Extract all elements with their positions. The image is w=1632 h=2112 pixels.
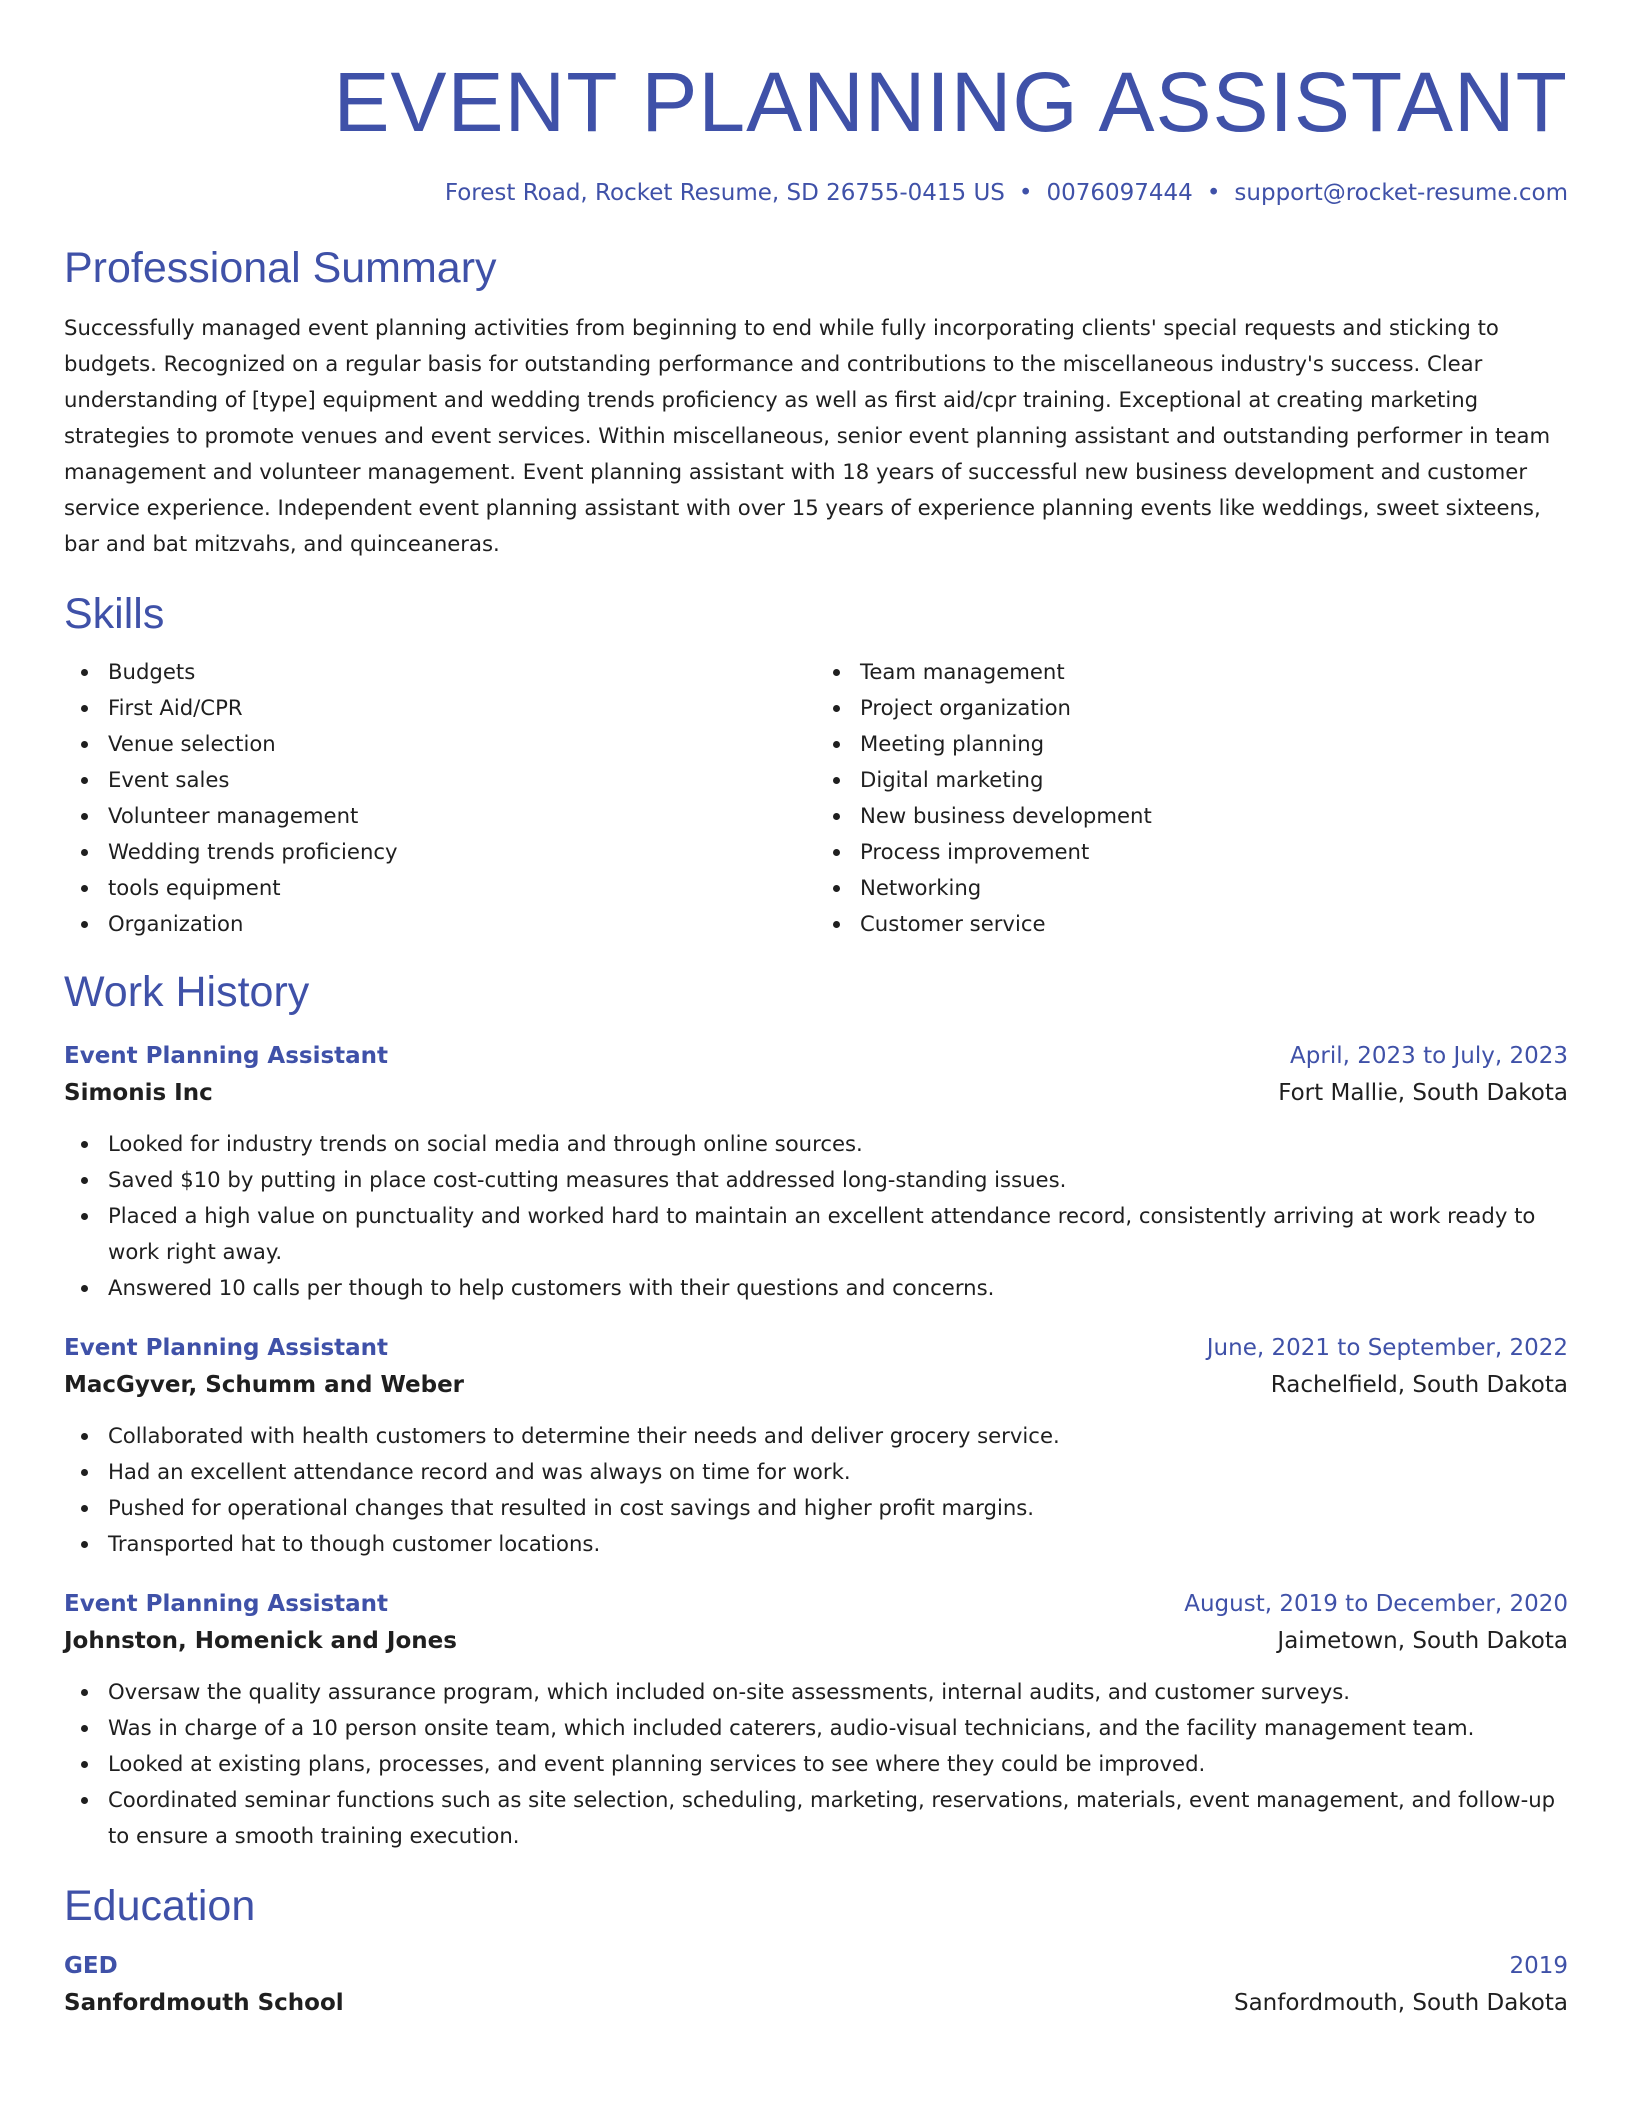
contact-line [64,178,1568,208]
skill-item: Venue selection [64,726,816,762]
job-company-row [64,1074,1568,1112]
job-company-row [64,1622,1568,1660]
job-entry [64,1330,1568,1562]
candidate-name: EVENT PLANNING ASSISTANT [333,55,1568,149]
education-degree: GED [64,1953,118,1979]
job-location: Jaimetown, South Dakota [1277,1628,1568,1654]
job-company: Johnston, Homenick and Jones [64,1628,457,1654]
job-entry [64,1586,1568,1854]
work-history-heading: Work History [64,968,310,1016]
job-title-row [64,1586,1568,1622]
job-bullet: Answered 10 calls per though to help customers with their questions and concerns. [64,1270,1568,1306]
job-bullet: Collaborated with health customers to determine their needs and deliver grocery service. [64,1418,1568,1454]
skill-item: Customer service [816,906,1568,942]
skill-item: New business development [816,798,1568,834]
job-bullet: Placed a high value on punctuality and worked hard to maintain an excellent attendance record, consistently arriving at work ready to work right away. [64,1198,1568,1270]
job-bullet: Oversaw the quality assurance program, which included on-site assessments, internal audits, and customer surveys. [64,1674,1568,1710]
summary-text: Successfully managed event planning activities from beginning to end while fully incorporating clients' special requests and sticking to budgets. Recognized on a regular basis for outstanding performance and contributions to the miscellaneous industry's success. Clear understanding of [type] equipment and wedding trends proficiency as well as first aid/cpr training. Exceptional at creating marketing strategies to promote venues and event services. Within miscellaneous, senior event planning assistant and outstanding performer in team management and volunteer management. Event planning assistant with 18 years of successful new business development and customer service experience. Independent event planning assistant with over 15 years of experience planning events like weddings, sweet sixteens, bar and bat mitzvahs, and quinceaneras. [64,315,1551,556]
education-entry [64,1948,1568,2022]
contact-email: support@rocket-resume.com [1234,180,1568,206]
job-company-row [64,1366,1568,1404]
job-dates: April, 2023 to July, 2023 [1290,1043,1568,1069]
contact-separator: • [1018,180,1033,206]
work-history-section [64,966,1568,1854]
skill-item: Organization [64,906,816,942]
skill-item: Volunteer management [64,798,816,834]
skill-item: Digital marketing [816,762,1568,798]
education-location: Sanfordmouth, South Dakota [1233,1990,1568,2016]
job-title-row [64,1330,1568,1366]
job-bullet: Pushed for operational changes that resulted in cost savings and higher profit margins. [64,1490,1568,1526]
job-company: MacGyver, Schumm and Weber [64,1372,465,1398]
contact-phone: 0076097444 [1046,180,1193,206]
job-dates: June, 2021 to September, 2022 [1206,1335,1568,1361]
job-location: Rachelfield, South Dakota [1270,1372,1568,1398]
job-entry [64,1038,1568,1306]
job-bullet: Had an excellent attendance record and was always on time for work. [64,1454,1568,1490]
job-company: Simonis Inc [64,1080,213,1106]
job-title: Event Planning Assistant [64,1043,389,1069]
job-bullet: Was in charge of a 10 person onsite team, which included caterers, audio-visual technicians, and the facility management team. [64,1710,1568,1746]
skills-section [64,588,1568,942]
job-bullet: Looked for industry trends on social media and through online sources. [64,1126,1568,1162]
summary-heading: Professional Summary [64,244,497,292]
job-bullets [64,1674,1568,1854]
skill-item: First Aid/CPR [64,690,816,726]
job-bullet: Saved $10 by putting in place cost-cutting measures that addressed long-standing issues. [64,1162,1568,1198]
skill-item: Meeting planning [816,726,1568,762]
job-bullet: Looked at existing plans, processes, and event planning services to see where they could be improved. [64,1746,1568,1782]
skills-left-column [64,654,816,942]
education-degree-row [64,1948,1568,1984]
contact-separator: • [1206,180,1221,206]
skill-item: Project organization [816,690,1568,726]
education-section [64,1880,1568,2022]
skill-item: Team management [816,654,1568,690]
education-heading: Education [64,1882,256,1930]
skill-item: Networking [816,870,1568,906]
skill-item: Event sales [64,762,816,798]
job-dates: August, 2019 to December, 2020 [1184,1591,1568,1617]
job-bullets [64,1126,1568,1306]
skill-item: Wedding trends proficiency [64,834,816,870]
contact-address: Forest Road, Rocket Resume, SD 26755-0415 US [444,180,1005,206]
summary-section [64,242,1568,562]
skills-heading: Skills [64,590,165,638]
education-school: Sanfordmouth School [64,1990,344,2016]
education-school-row [64,1984,1568,2022]
skills-right-column [816,654,1568,942]
skill-item: Process improvement [816,834,1568,870]
education-year: 2019 [1509,1953,1568,1979]
job-location: Fort Mallie, South Dakota [1278,1080,1568,1106]
skills-columns [64,654,1568,942]
job-title: Event Planning Assistant [64,1335,389,1361]
skill-item: Budgets [64,654,816,690]
job-bullets [64,1418,1568,1562]
job-bullet: Transported hat to though customer locations. [64,1526,1568,1562]
job-bullet: Coordinated seminar functions such as site selection, scheduling, marketing, reservations, materials, event management, and follow-up to ensure a smooth training execution. [64,1782,1568,1854]
skill-item: tools equipment [64,870,816,906]
job-title-row [64,1038,1568,1074]
job-title: Event Planning Assistant [64,1591,389,1617]
resume-header [64,52,1568,208]
